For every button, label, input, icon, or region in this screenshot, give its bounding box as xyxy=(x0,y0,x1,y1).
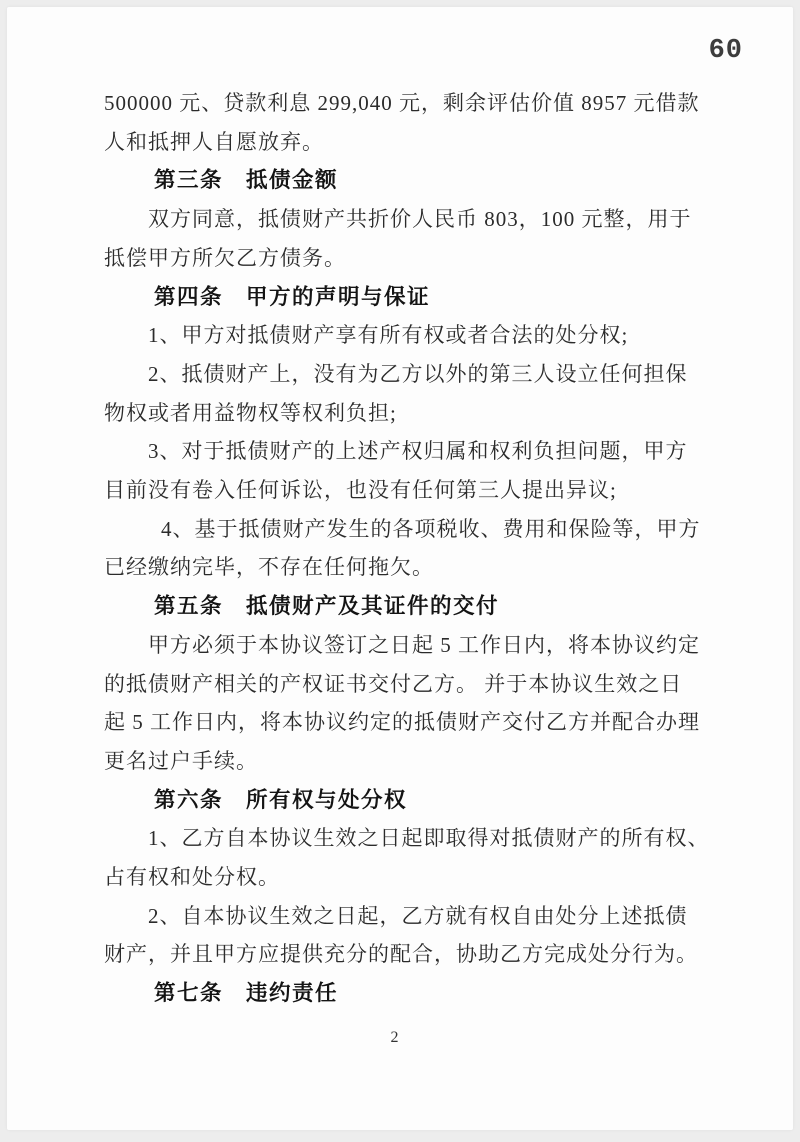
text-line: 占有权和处分权。 xyxy=(104,865,280,890)
section-heading: 第三条 抵债金额 xyxy=(154,168,339,193)
text-line: 1、乙方自本协议生效之日起即取得对抵债财产的所有权、 xyxy=(148,826,710,851)
text-line: 500000 元、贷款利息 299,040 元，剩余评估价值 8957 元借款 xyxy=(104,91,700,115)
section-heading: 第四条 甲方的声明与保证 xyxy=(154,284,431,309)
text-line: 物权或者用益物权等权利负担; xyxy=(104,400,397,425)
text-line: 4、基于抵债财产发生的各项税收、费用和保险等，甲方 xyxy=(161,516,701,541)
section-heading: 第五条 抵债财产及其证件的交付 xyxy=(154,594,500,619)
text-line: 更名过户手续。 xyxy=(104,748,258,773)
text-line: 财产，并且甲方应提供充分的配合，协助乙方完成处分行为。 xyxy=(104,942,698,967)
text-line: 起 5 工作日内，将本协议约定的抵债财产交付乙方并配合办理 xyxy=(104,710,700,735)
text-line: 2、抵债财产上，没有为乙方以外的第三人设立任何担保 xyxy=(148,361,688,386)
corner-page-number: 60 xyxy=(708,36,743,66)
document-body xyxy=(104,84,710,1047)
text-line: 目前没有卷入任何诉讼，也没有任何第三人提出异议; xyxy=(104,478,617,503)
text-line: 甲方必须于本协议签订之日起 5 工作日内，将本协议约定 xyxy=(148,632,700,657)
text-line: 双方同意，抵债财产共折价人民币 803，100 元整，用于 xyxy=(148,207,692,232)
text-line: 3、对于抵债财产的上述产权归属和权利负担问题，甲方 xyxy=(148,439,688,464)
text-line: 已经缴纳完毕，不存在任何拖欠。 xyxy=(104,555,434,580)
document-page xyxy=(7,7,793,1130)
section-heading: 第七条 违约责任 xyxy=(154,981,339,1006)
footer-page-number: 2 xyxy=(390,1028,399,1046)
text-line: 1、甲方对抵债财产享有所有权或者合法的处分权; xyxy=(148,323,629,348)
section-heading: 第六条 所有权与处分权 xyxy=(154,787,408,812)
text-line: 的抵债财产相关的产权证书交付乙方。 并于本协议生效之日 xyxy=(104,671,683,696)
text-line: 抵偿甲方所欠乙方债务。 xyxy=(104,245,346,270)
text-line: 2、自本协议生效之日起，乙方就有权自由处分上述抵债 xyxy=(148,903,688,928)
text-line: 人和抵押人自愿放弃。 xyxy=(104,129,324,154)
